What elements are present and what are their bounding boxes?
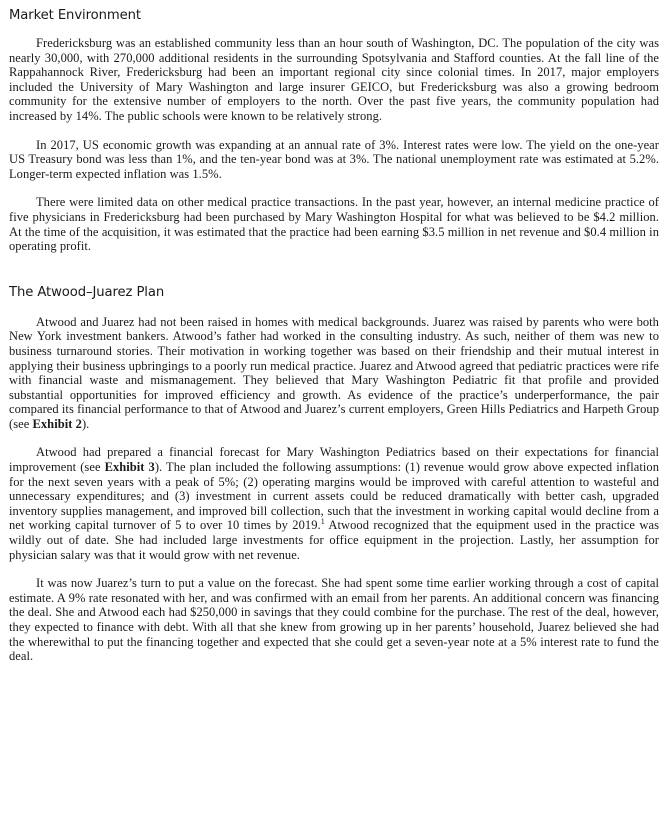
paragraph-text-end: Atwood recognized that the equipment used in the practice was wildly out of date. She had included large investments for office equipment in the projection. Lastly, her assumption for physician salary was that it would grow with net revenue. [9, 518, 659, 562]
paragraph-text: Atwood and Juarez had not been raised in homes with medical backgrounds. Juarez was raised by parents who were both New York investment bankers. Atwood’s father had worked in the consulting industry. As such, neither of them was new to business turnaround stories. Their motivation in working together was based on their friendship and their mutual interest in applying their business upbringings to a poorly run medical practice. Juarez and Atwood agreed that pediatric practices were rife with financial waste and mismanagement. They believed that Mary Washington Pediatric fit that profile and provided substantial opportunities for improved efficiency and growth. As evidence of the practice’s underperformance, the pair compared its financial performance to that of Atwood and Juarez’s current employers, Green Hills Pediatrics and Harpeth Group (see [9, 314, 659, 431]
paragraph-text: Atwood had prepared a financial forecast for Mary Washington Pediatrics based on their expectations for financial improvement (see [9, 445, 659, 475]
paragraph-valuation-financing: It was now Juarez’s turn to put a value on the forecast. She had spent some time earlier working through a cost of capital estimate. A 9% rate resonated with her, and was confirmed with an email from her parents. An additional concern was financing the deal. She and Atwood each had $250,000 in savings that they could combine for the purchase. The rest of the deal, however, they expected to finance with debt. With all that she knew from growing up in her parents’ household, Juarez believed she had the wherewithal to put the financing together and expected that she could get a seven-year note at a 5% interest rate to fund the deal. [9, 576, 659, 664]
footnote-marker: 1 [320, 517, 325, 527]
section-heading-atwood-juarez-plan: The Atwood–Juarez Plan [9, 284, 165, 300]
paragraph-text-end: ). [81, 416, 90, 431]
paragraph-financial-forecast [9, 445, 659, 562]
paragraph-text-mid: ). The plan included the following assumptions: (1) revenue would grow above expected inflation for the next seven years with a peak of 5%; (2) operating margins would be improved with careful attention to wasteful and unnecessary expenditures; and (3) investment in current assets could be reduced dramatically with better cash, upgraded inventory supplies management, and improved bill collection, such that the investment in working capital would decline from a net working capital turnover of 5 to over 10 times by 2019. [9, 460, 660, 533]
paragraph-city-overview: Fredericksburg was an established community less than an hour south of Washington, DC. The population of the city was nearly 30,000, with 270,000 additional residents in the surrounding Spotsylvania and Stafford counties. At the fall line of the Rappahannock River, Fredericksburg had been an important regional city since colonial times. In 2017, major employers included the University of Mary Washington and large insurer GEICO, but Fredericksburg was also a growing bedroom community for the extensive number of employers to the north. Over the past five years, the community population had increased by 14%. The public schools were known to be relatively strong. [9, 36, 659, 123]
paragraph-founders-background [9, 315, 659, 432]
exhibit-reference: Exhibit 3 [104, 460, 155, 475]
exhibit-reference: Exhibit 2 [32, 416, 82, 431]
paragraph-comparable-transactions: There were limited data on other medical practice transactions. In the past year, however, an internal medicine practice of five physicians in Fredericksburg had been purchased by Mary Washington Hospital for what was believed to be $4.2 million. At the time of the acquisition, it was estimated that the practice had been earning $3.5 million in net revenue and $0.4 million in operating profit. [9, 195, 659, 254]
paragraph-economic-conditions: In 2017, US economic growth was expanding at an annual rate of 3%. Interest rates were low. The yield on the one-year US Treasury bond was less than 1%, and the ten-year bond was at 3%. The national unemployment rate was estimated at 5.2%. Longer-term expected inflation was 1.5%. [9, 137, 659, 181]
section-heading-market-environment: Market Environment [9, 8, 141, 23]
